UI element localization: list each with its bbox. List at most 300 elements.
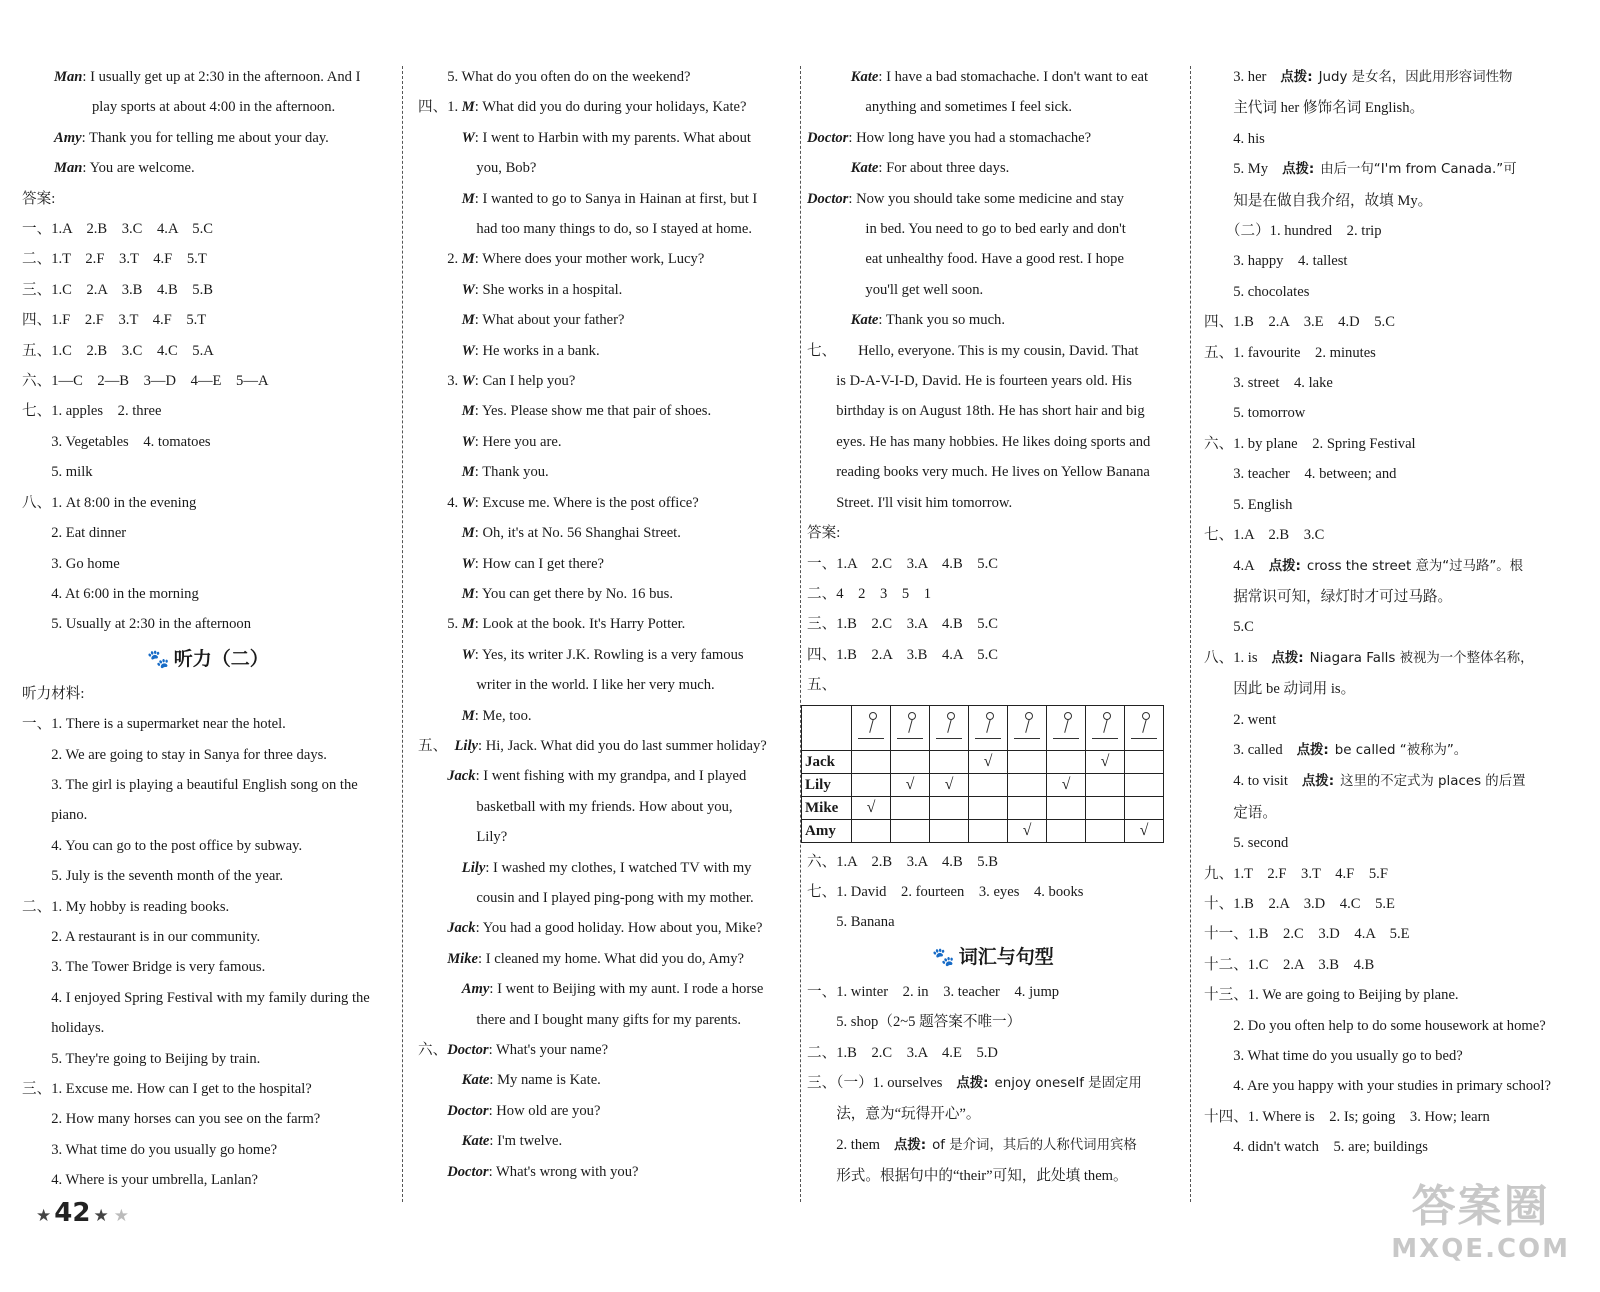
column-divider <box>1190 66 1191 1202</box>
answer-line: 五、 <box>807 677 837 694</box>
dialog-text: How can I get there? <box>482 555 605 572</box>
dialog-line <box>418 792 798 822</box>
dialog-text: Lily? <box>476 829 508 846</box>
answer-text: 5. shop（2~5 题答案不唯一） <box>807 1014 1022 1031</box>
passage-text: Hello, everyone. This is my cousin, David. That <box>828 342 1139 359</box>
dialog-text: Thank you. <box>482 464 549 481</box>
speaker-colon: : <box>475 920 483 937</box>
answer-line <box>1204 490 1584 520</box>
grid-row <box>802 773 1164 796</box>
speaker-colon: : <box>474 251 483 268</box>
answer-line: 3. Go home <box>22 555 120 572</box>
answer-line: 2. Eat dinner <box>22 525 127 542</box>
grid-cell <box>891 796 930 819</box>
dialog-text: eat unhealthy food. Have a good rest. I hope <box>865 251 1124 268</box>
passage-prefix: 七、 <box>807 342 829 359</box>
column-1 <box>22 62 394 1196</box>
speaker-colon: : <box>474 616 483 633</box>
speaker-colon: : <box>478 950 486 967</box>
line-prefix <box>807 221 865 237</box>
speaker-name: Mike <box>447 950 479 967</box>
line-prefix <box>807 99 865 115</box>
answer-text: 法，意为“玩得开心”。 <box>807 1106 981 1123</box>
dialog-line <box>807 153 1179 183</box>
line-prefix <box>418 312 462 328</box>
hint-note: of 是介词，其后的人称代词用宾格 <box>932 1137 1137 1153</box>
hint-note: 这里的不定式为 places 的后置 <box>1340 774 1526 790</box>
dialog-text: Look at the book. It's Harry Potter. <box>482 616 686 633</box>
line-prefix <box>418 677 476 693</box>
answer-line: 一、1.A 2.C 3.A 4.B 5.C <box>807 555 998 572</box>
dialog-line <box>418 275 798 305</box>
line-prefix <box>418 343 462 359</box>
speaker-name: W <box>461 555 475 572</box>
dialog-line <box>418 883 798 913</box>
grid-row-name: Lily <box>802 773 852 796</box>
dialog-line <box>807 184 1179 214</box>
answer-text: 3. street 4. lake <box>1204 375 1333 392</box>
dialog-text: I went to Harbin with my parents. What about <box>482 129 751 146</box>
dialog-text: play sports at about 4:00 in the afternoon. <box>92 99 336 116</box>
answer-line <box>1204 338 1584 368</box>
answer-text: 5. second <box>1204 835 1289 852</box>
line-prefix <box>418 1164 447 1180</box>
grid-cell: √ <box>969 750 1008 773</box>
dialog-line <box>418 701 798 731</box>
answer-text: 形式。根据句中的“their”可知，此处填 them。 <box>807 1168 1128 1185</box>
answer-line <box>1204 798 1584 828</box>
line-prefix <box>418 1103 447 1119</box>
hint-label: 点拨: <box>1268 558 1301 574</box>
answer-line <box>1204 551 1584 582</box>
dialog-text: you, Bob? <box>476 160 537 177</box>
dialog-text: Yes. Please show me that pair of shoes. <box>481 403 712 420</box>
material-line: 3. The girl is playing a beautiful English song on the <box>22 776 358 793</box>
fishing-icon <box>858 710 884 739</box>
answer-line: 五、1.C 2.B 3.C 4.C 5.A <box>22 342 214 359</box>
hint-note: 由后一句“I'm from Canada.”可 <box>1320 162 1517 178</box>
answer-line: 三、1.C 2.A 3.B 4.B 5.B <box>22 281 213 298</box>
grid-cell <box>1008 773 1047 796</box>
answer-line <box>807 977 1179 1007</box>
answer-line <box>1204 520 1584 550</box>
answer-text: 知是在做自我介绍，故填 My。 <box>1204 192 1433 209</box>
line-prefix <box>418 434 462 450</box>
dialog-line <box>418 184 798 214</box>
material-line: 3. The Tower Bridge is very famous. <box>22 959 266 976</box>
answer-text: 4. Are you happy with your studies in primary school? <box>1204 1078 1551 1095</box>
speaker-colon: : <box>474 433 483 450</box>
hint-note: enjoy oneself 是固定用 <box>994 1075 1142 1091</box>
answer-line <box>807 1161 1179 1191</box>
dialog-text: anything and sometimes I feel sick. <box>865 99 1073 116</box>
grid-cell <box>852 773 891 796</box>
grid-header-row <box>802 705 1164 750</box>
dialog-line <box>418 670 798 700</box>
hint-note: Judy 是女名，因此用形容词性物 <box>1318 70 1513 85</box>
dialog-text: You had a good holiday. How about you, Mike? <box>482 920 763 937</box>
answer-line <box>807 1130 1179 1161</box>
answer-line <box>1204 1041 1584 1071</box>
section-heading: 🐾 听力（二） <box>147 647 269 670</box>
dialog-text: What about your father? <box>482 312 625 329</box>
gifts-icon <box>1131 710 1157 739</box>
answer-line <box>1204 828 1584 858</box>
basketball-icon <box>1092 710 1118 739</box>
dialog-text: Now you should take some medicine and stay <box>856 190 1124 207</box>
dialog-line <box>418 244 798 274</box>
dialog-line <box>807 275 1179 305</box>
passage-line <box>807 366 1179 396</box>
dialog-text: Yes, its writer J.K. Rowling is a very famous <box>481 646 744 663</box>
passage-line <box>807 488 1179 518</box>
answer-text: 4. didn't watch 5. are; buildings <box>1204 1139 1428 1156</box>
dialog-line <box>807 244 1179 274</box>
dialog-text: She works in a hospital. <box>482 281 623 298</box>
tv-icon <box>936 710 962 739</box>
dialog-text: Thank you for telling me about your day. <box>89 129 329 146</box>
line-prefix <box>418 890 476 906</box>
grid-cell <box>1125 796 1164 819</box>
dialog-line <box>418 1096 798 1126</box>
speaker-name: Kate <box>461 1133 490 1150</box>
speaker-colon: : <box>488 1102 497 1119</box>
answer-line <box>1204 154 1584 185</box>
answer-text: 5.C <box>1204 619 1254 636</box>
dialog-text: I'm twelve. <box>497 1133 563 1150</box>
answer-line: 四、1.F 2.F 3.T 4.F 5.T <box>22 312 207 329</box>
speaker-name: M <box>461 312 475 329</box>
speaker-name: Amy <box>461 981 490 998</box>
material-line: 2. How many horses can you see on the farm? <box>22 1111 321 1128</box>
grid-cell: √ <box>930 773 969 796</box>
material-line: holidays. <box>22 1020 105 1037</box>
answer-line: 5. Usually at 2:30 in the afternoon <box>22 616 251 633</box>
grid-cell: √ <box>1086 750 1125 773</box>
answer-line <box>1204 368 1584 398</box>
line-prefix <box>418 920 447 936</box>
answer-text: 一、1. winter 2. in 3. teacher 4. jump <box>807 983 1060 1000</box>
line-prefix <box>807 312 851 328</box>
star-icon: ★ <box>36 1206 52 1226</box>
grid-cell <box>930 819 969 842</box>
speaker-name: Doctor <box>807 129 849 146</box>
answer-line <box>1204 859 1584 889</box>
grid-cell <box>852 819 891 842</box>
answer-line <box>1204 277 1584 307</box>
line-prefix <box>418 464 462 480</box>
speaker-name: W <box>461 433 475 450</box>
dialog-line <box>418 396 798 426</box>
dialog-line <box>22 123 394 153</box>
grid-cell <box>930 796 969 819</box>
answer-line: 三、1.B 2.C 3.A 4.B 5.C <box>807 616 998 633</box>
speaker-colon: : <box>474 129 483 146</box>
grid-row <box>802 750 1164 773</box>
dialog-text: Can I help you? <box>482 373 576 390</box>
washing-icon <box>897 710 923 739</box>
grid-cell <box>1086 819 1125 842</box>
answers-list <box>807 549 1179 701</box>
line-prefix: 四、1. <box>418 99 462 116</box>
answer-text: 2. Do you often help to do some housework at home? <box>1204 1017 1546 1034</box>
line-prefix: 5. What do you often do on the weekend? <box>418 69 691 85</box>
hint-label: 点拨: <box>1280 70 1313 85</box>
dialog-line <box>22 62 394 92</box>
speaker-name: Jack <box>447 920 476 937</box>
line-prefix: 4. <box>418 494 462 511</box>
answer-line: 二、4 2 3 5 1 <box>807 585 932 602</box>
dialog-text: I went fishing with my grandpa, and I played <box>483 768 747 785</box>
speaker-colon: : <box>474 555 483 572</box>
line-prefix <box>418 1133 462 1149</box>
dialog-line <box>418 609 798 639</box>
speaker-name: Lily <box>454 737 478 754</box>
dialog-line <box>807 62 1179 92</box>
speaker-name: M <box>461 616 475 633</box>
speaker-name: Jack <box>447 768 476 785</box>
answer-text: 十二、1.C 2.A 3.B 4.B <box>1204 956 1375 973</box>
line-prefix <box>418 860 462 876</box>
grid-header-cell <box>852 705 891 750</box>
cleaning-icon <box>975 710 1001 739</box>
dialog-line <box>807 214 1179 244</box>
material-line: 4. Where is your umbrella, Lanlan? <box>22 1172 258 1189</box>
dialog-text: You can get there by No. 16 bus. <box>481 585 674 602</box>
dialog-text: For about three days. <box>886 160 1010 177</box>
answer-line <box>1204 889 1584 919</box>
grid-row <box>802 819 1164 842</box>
grid-cell <box>969 773 1008 796</box>
answer-line: 3. Vegetables 4. tomatoes <box>22 433 211 450</box>
answer-text: 二、1.B 2.C 3.A 4.E 5.D <box>807 1044 998 1061</box>
speaker-name: Man <box>54 69 83 85</box>
answers-list <box>22 214 394 640</box>
answer-text: 4. to visit <box>1204 773 1288 790</box>
material-line: 5. July is the seventh month of the year. <box>22 868 284 885</box>
passage <box>807 336 1179 518</box>
speaker-name: M <box>461 403 475 420</box>
answer-text: 5. chocolates <box>1204 283 1310 300</box>
speaker-colon: : <box>475 768 484 785</box>
column-divider <box>800 66 801 1202</box>
dialog-line <box>418 853 798 883</box>
dialog-text: in bed. You need to go to bed early and don't <box>865 221 1126 238</box>
dialog-line <box>418 518 798 548</box>
answer-text: 十一、1.B 2.C 3.D 4.A 5.E <box>1204 926 1410 943</box>
material-line: 4. I enjoyed Spring Festival with my family during the <box>22 989 370 1006</box>
dialog-line <box>418 640 798 670</box>
dialog-line <box>418 1005 798 1035</box>
speaker-colon: : <box>485 859 494 876</box>
speaker-colon: : <box>489 1133 498 1150</box>
speaker-colon: : <box>474 707 483 724</box>
speaker-name: W <box>461 494 475 511</box>
grid-row <box>802 796 1164 819</box>
answer-text: 七、1.A 2.B 3.C <box>1204 527 1325 544</box>
dialog-line <box>418 1035 798 1065</box>
answer-line <box>1204 1011 1584 1041</box>
speaker-colon: : <box>878 160 887 177</box>
dialog-text: writer in the world. I like her very much. <box>476 677 715 694</box>
grid-cell <box>1008 796 1047 819</box>
grid-cell <box>852 750 891 773</box>
answer-text: 据常识可知，绿灯时才可过马路。 <box>1204 588 1453 605</box>
dialog-line <box>418 1157 798 1187</box>
answer-text: 3. happy 4. tallest <box>1204 253 1348 270</box>
speaker-colon: : <box>478 737 486 754</box>
speaker-name: M <box>461 190 475 207</box>
dialog-line <box>418 336 798 366</box>
answer-line <box>1204 186 1584 216</box>
dialog-line <box>418 1065 798 1095</box>
dialog-text: What did you do during your holidays, Kate? <box>482 99 747 116</box>
passage-text: eyes. He has many hobbies. He likes doing sports and <box>807 433 1151 450</box>
speaker-colon: : <box>474 494 483 511</box>
dialog-block <box>22 62 394 184</box>
speaker-colon: : <box>474 403 482 420</box>
speaker-colon: : <box>848 129 857 146</box>
line-prefix: 2. <box>418 251 462 268</box>
speaker-colon: : <box>474 525 483 542</box>
answer-line <box>1204 950 1584 980</box>
answer-line <box>1204 643 1584 674</box>
dialog-line <box>418 62 798 92</box>
grid-cell <box>1047 796 1086 819</box>
answer-line <box>1204 93 1584 123</box>
line-prefix <box>807 69 851 85</box>
grid-header-cell <box>1008 705 1047 750</box>
grid-cell <box>891 750 930 773</box>
answer-line: 七、1. apples 2. three <box>22 403 162 420</box>
pingpong-icon <box>1053 710 1079 739</box>
speaker-name: Kate <box>850 69 879 85</box>
dialog-text: cousin and I played ping-pong with my mother. <box>476 889 754 906</box>
dialog-text: basketball with my friends. How about you, <box>476 798 733 815</box>
dialog-line <box>22 153 394 183</box>
answers-label: 答案: <box>807 525 841 542</box>
grid-cell: √ <box>1047 773 1086 796</box>
speaker-name: M <box>461 525 475 542</box>
hint-note: be called “被称为”。 <box>1334 742 1468 758</box>
passage-text: birthday is on August 18th. He has short hair and big <box>807 403 1145 420</box>
answer-line: 四、1.B 2.A 3.B 4.A 5.C <box>807 646 998 663</box>
grid-cell <box>969 796 1008 819</box>
dialog-text: Hi, Jack. What did you do last summer holiday? <box>485 737 767 754</box>
dialog-text: Me, too. <box>482 707 532 724</box>
grid-cell: √ <box>852 796 891 819</box>
dialog-line <box>418 731 798 761</box>
speaker-name: M <box>461 99 475 116</box>
answer-line <box>807 1068 1179 1099</box>
line-prefix <box>418 1012 476 1028</box>
answer-line <box>1204 62 1584 93</box>
passage-line <box>807 457 1179 487</box>
material-line: 二、1. My hobby is reading books. <box>22 898 230 915</box>
grid-row-name: Amy <box>802 819 852 842</box>
answer-line: 5. Banana <box>807 914 895 931</box>
material-line: 3. What time do you usually go home? <box>22 1141 278 1158</box>
material-line: 4. You can go to the post office by subway. <box>22 837 303 854</box>
dialog-line <box>418 549 798 579</box>
grid-cell <box>1008 750 1047 773</box>
star-icon: ★ <box>113 1206 130 1226</box>
answer-text: 4.A <box>1204 557 1255 574</box>
speaker-colon: : <box>82 69 91 85</box>
speaker-colon: : <box>878 312 886 329</box>
answer-line <box>1204 980 1584 1010</box>
answer-grid <box>801 705 1164 843</box>
dialog-line <box>418 427 798 457</box>
grid-row-name: Mike <box>802 796 852 819</box>
speaker-colon: : <box>474 190 483 207</box>
answer-line <box>1204 307 1584 337</box>
answer-text: 3. teacher 4. between; and <box>1204 466 1397 483</box>
line-prefix <box>418 799 476 815</box>
answer-line <box>1204 582 1584 612</box>
horse-icon <box>1014 710 1040 739</box>
dialog-text: Thank you so much. <box>885 312 1005 329</box>
speaker-colon: : <box>82 160 90 177</box>
speaker-colon: : <box>81 129 90 146</box>
answer-line: 5. milk <box>22 464 93 481</box>
answer-line <box>1204 612 1584 642</box>
dialog-text: You are welcome. <box>89 160 195 177</box>
grid-corner <box>802 705 852 750</box>
answer-line: 4. At 6:00 in the morning <box>22 585 199 602</box>
speaker-name: W <box>461 129 475 146</box>
dialog-line <box>807 305 1179 335</box>
passage-line <box>807 427 1179 457</box>
answer-line <box>1204 216 1584 246</box>
line-prefix <box>418 951 447 967</box>
answer-line <box>807 1099 1179 1129</box>
answer-text: （二）1. hundred 2. trip <box>1204 223 1382 240</box>
answer-text: 3. What time do you usually go to bed? <box>1204 1048 1463 1064</box>
grid-cell <box>1125 773 1164 796</box>
answers-label: 答案: <box>22 190 56 207</box>
answer-line <box>1204 735 1584 766</box>
dialog-text: How old are you? <box>496 1102 601 1119</box>
speaker-colon: : <box>474 281 483 298</box>
passage-text: is D-A-V-I-D, David. He is fourteen years old. His <box>807 373 1132 390</box>
dialog-text: How long have you had a stomachache? <box>856 129 1092 146</box>
material-label: 听力材料: <box>22 685 85 702</box>
dialog-text: there and I bought many gifts for my parents. <box>476 1011 742 1028</box>
dialog-line <box>418 214 798 244</box>
speaker-name: M <box>461 585 475 602</box>
speaker-name: Doctor <box>447 1042 489 1058</box>
page-footer <box>36 1198 129 1228</box>
speaker-colon: : <box>488 1042 497 1058</box>
dialog-text: Oh, it's at No. 56 Shanghai Street. <box>482 525 681 542</box>
answer-text: 五、1. favourite 2. minutes <box>1204 344 1376 361</box>
line-prefix <box>418 708 462 724</box>
dialog-line <box>418 457 798 487</box>
passage-text: reading books very much. He lives on Yellow Banana <box>807 464 1150 481</box>
answer-line <box>1204 459 1584 489</box>
answer-text: 三、（一）1. ourselves <box>807 1074 943 1091</box>
answer-text: 十四、1. Where is 2. Is; going 3. How; learn <box>1204 1108 1490 1125</box>
grid-cell: √ <box>1125 819 1164 842</box>
line-prefix <box>807 160 851 176</box>
line-prefix <box>418 130 462 146</box>
dialog-text: Excuse me. Where is the post office? <box>482 494 699 511</box>
watermark: 答案圈 MXQE.COM <box>1391 1181 1570 1264</box>
material-line: 一、1. There is a supermarket near the hotel. <box>22 716 286 733</box>
hint-note: Niagara Falls 被视为一个整体名称， <box>1309 650 1534 666</box>
line-prefix: 六、 <box>418 1042 448 1058</box>
